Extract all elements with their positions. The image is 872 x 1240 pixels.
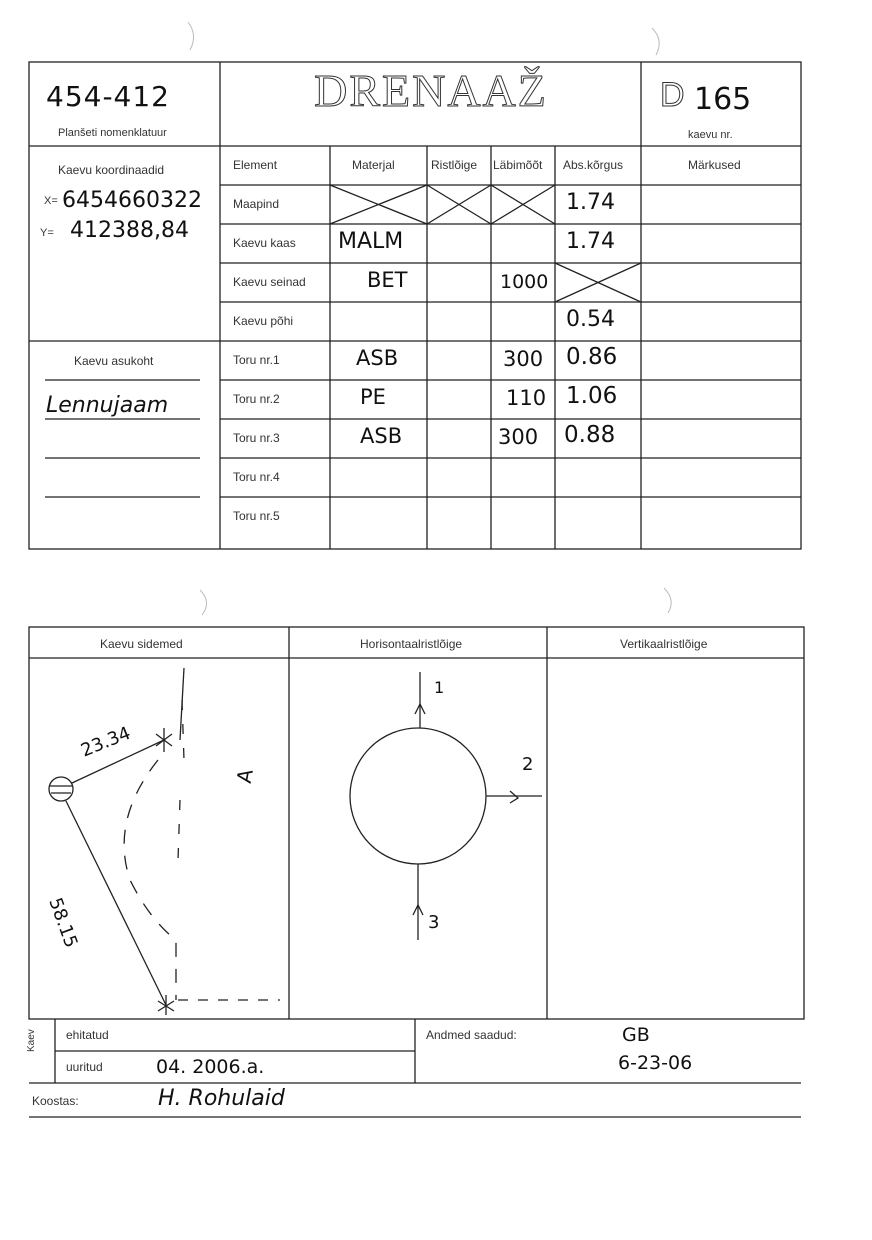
well-number: 165	[694, 82, 752, 117]
compiled-signature: H. Rohulaid	[158, 1086, 285, 1111]
row-element: Toru nr.1	[233, 353, 280, 367]
coordinates-label: Kaevu koordinaadid	[58, 163, 165, 177]
pipe-label-3: 3	[428, 912, 440, 933]
surveyed-value: 04. 2006.a.	[156, 1056, 265, 1078]
well-number-label: kaevu nr.	[688, 129, 733, 141]
y-label: Y=	[40, 227, 54, 239]
row-element: Toru nr.5	[233, 509, 280, 523]
side-label: Kaev	[26, 1029, 37, 1052]
well-prefix: D	[660, 76, 685, 114]
row-element: Kaevu seinad	[233, 275, 306, 289]
surveyed-label: uuritud	[66, 1060, 103, 1074]
row-diameter: 300	[503, 347, 544, 371]
row-height: 1.74	[566, 190, 615, 215]
nomenclature-value: 454-412	[46, 80, 170, 113]
row-element: Toru nr.3	[233, 431, 280, 445]
tie-marker: A	[231, 767, 258, 785]
form-title: DRENAAŽ	[314, 65, 548, 116]
header-section: Ristlõige	[431, 158, 478, 172]
row-material: ASB	[356, 346, 399, 370]
row-height: 0.54	[566, 307, 615, 332]
ties-sketch	[49, 668, 280, 1015]
row-height: 0.86	[566, 344, 618, 370]
built-label: ehitatud	[66, 1028, 109, 1042]
pipe-label-2: 2	[522, 754, 534, 775]
row-element: Maapind	[233, 197, 280, 211]
header-diameter: Läbimõõt	[493, 158, 543, 172]
header-material: Materjal	[352, 158, 395, 172]
y-value: 412388,84	[70, 218, 189, 243]
compiled-label: Koostas:	[32, 1094, 79, 1108]
row-element: Kaevu põhi	[233, 314, 294, 328]
tie-distance-2: 58.15	[44, 895, 82, 951]
tie-distance-1: 23.34	[78, 722, 134, 762]
horizontal-section-label: Horisontaalristlõige	[360, 637, 463, 651]
row-material: MALM	[338, 229, 404, 254]
x-value: 6454660322	[62, 188, 202, 213]
vertical-section-label: Vertikaalristlõige	[620, 637, 708, 651]
row-material: PE	[360, 385, 386, 409]
row-height: 1.74	[566, 229, 615, 254]
header-height: Abs.kõrgus	[563, 158, 624, 172]
x-label: X=	[44, 195, 58, 207]
row-material: BET	[367, 268, 408, 292]
row-diameter: 1000	[500, 271, 549, 293]
header-element: Element	[233, 158, 278, 172]
data-received-date: 6-23-06	[618, 1052, 693, 1074]
data-received-label: Andmed saadud:	[426, 1028, 517, 1042]
horizontal-section-sketch	[350, 672, 542, 940]
pipe-label-1: 1	[434, 678, 445, 697]
header-notes: Märkused	[688, 158, 741, 172]
row-element: Toru nr.4	[233, 470, 280, 484]
location-label: Kaevu asukoht	[74, 354, 154, 368]
row-material: ASB	[360, 424, 403, 448]
row-element: Kaevu kaas	[233, 236, 296, 250]
row-height: 0.88	[564, 422, 616, 448]
nomenclature-label: Planšeti nomenklatuur	[58, 127, 167, 139]
row-diameter: 300	[498, 425, 539, 449]
location-value: Lennujaam	[46, 393, 169, 418]
row-element: Toru nr.2	[233, 392, 280, 406]
row-height: 1.06	[566, 383, 618, 409]
ties-label: Kaevu sidemed	[100, 637, 183, 651]
row-diameter: 110	[506, 386, 547, 410]
data-received-initials: GB	[622, 1024, 650, 1046]
